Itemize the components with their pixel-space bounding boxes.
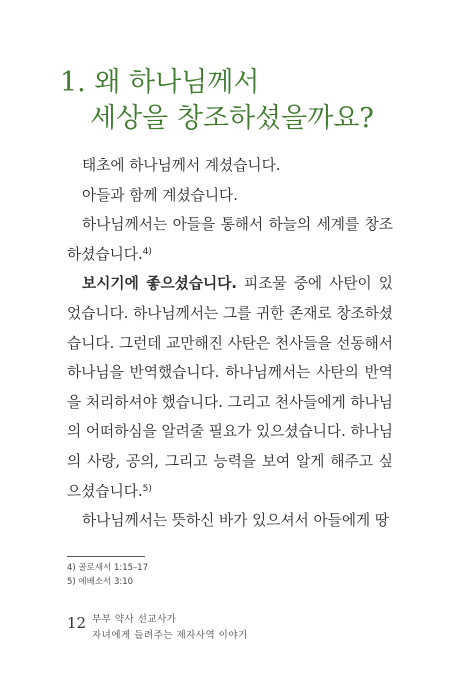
paragraph-1: 태초에 하나님께서 계셨습니다.: [82, 157, 281, 174]
footnote-4: 4) 골로새서 1:15–17: [67, 563, 149, 573]
footnotes: [67, 561, 148, 589]
running-title-line2: 자녀에게 들려주는 제자사역 이야기: [92, 630, 248, 641]
footnote-ref-4: 4): [142, 246, 152, 257]
paragraph-4-text: 피조물 중에 사탄이 있었습니다. 하나님께서는 그를 귀한 존재로 창조하셨습니다. 그런데 교만해진 사탄은 천사들을 선동해서 하나님을 반역했습니다. 하나님께서는 사탄의 반역을 처리하셔야 했습니다. 그리고 천사들에게 하나님의 어떠하심을 알려줄 필요가 있으셨습니다. 하나님의 사랑, 공의, 그리고 능력을 보여 알게 해주고 싶으셨습니다.: [67, 275, 393, 500]
chapter-title-line2: 세상을 창조하셨을까요?: [90, 103, 374, 134]
footnote-5: 5) 에베소서 3:10: [67, 577, 134, 587]
paragraph-5: 하나님께서는 뜻하신 바가 있으셔서 아들에게 땅: [82, 512, 390, 530]
chapter-title-line1: 왜 하나님께서: [94, 67, 260, 98]
footnote-divider: [67, 556, 145, 557]
running-title-line1: 부부 약사 선교사가: [92, 614, 177, 625]
body-text: [67, 151, 393, 536]
chapter-heading: [60, 65, 374, 137]
page-number: 12: [67, 614, 87, 632]
paragraph-4: [67, 269, 393, 506]
paragraph-3: [67, 210, 393, 269]
paragraph-3-text: 하나님께서는 아들을 통해서 하늘의 세계를 창조하셨습니다.: [67, 216, 393, 263]
chapter-number: 1.: [60, 67, 86, 98]
paragraph-4-bold: 보시기에 좋으셨습니다.: [82, 275, 237, 293]
paragraph-2: 아들과 함께 계셨습니다.: [82, 186, 238, 204]
footnote-ref-5: 5): [142, 483, 152, 494]
running-title: [92, 612, 248, 644]
